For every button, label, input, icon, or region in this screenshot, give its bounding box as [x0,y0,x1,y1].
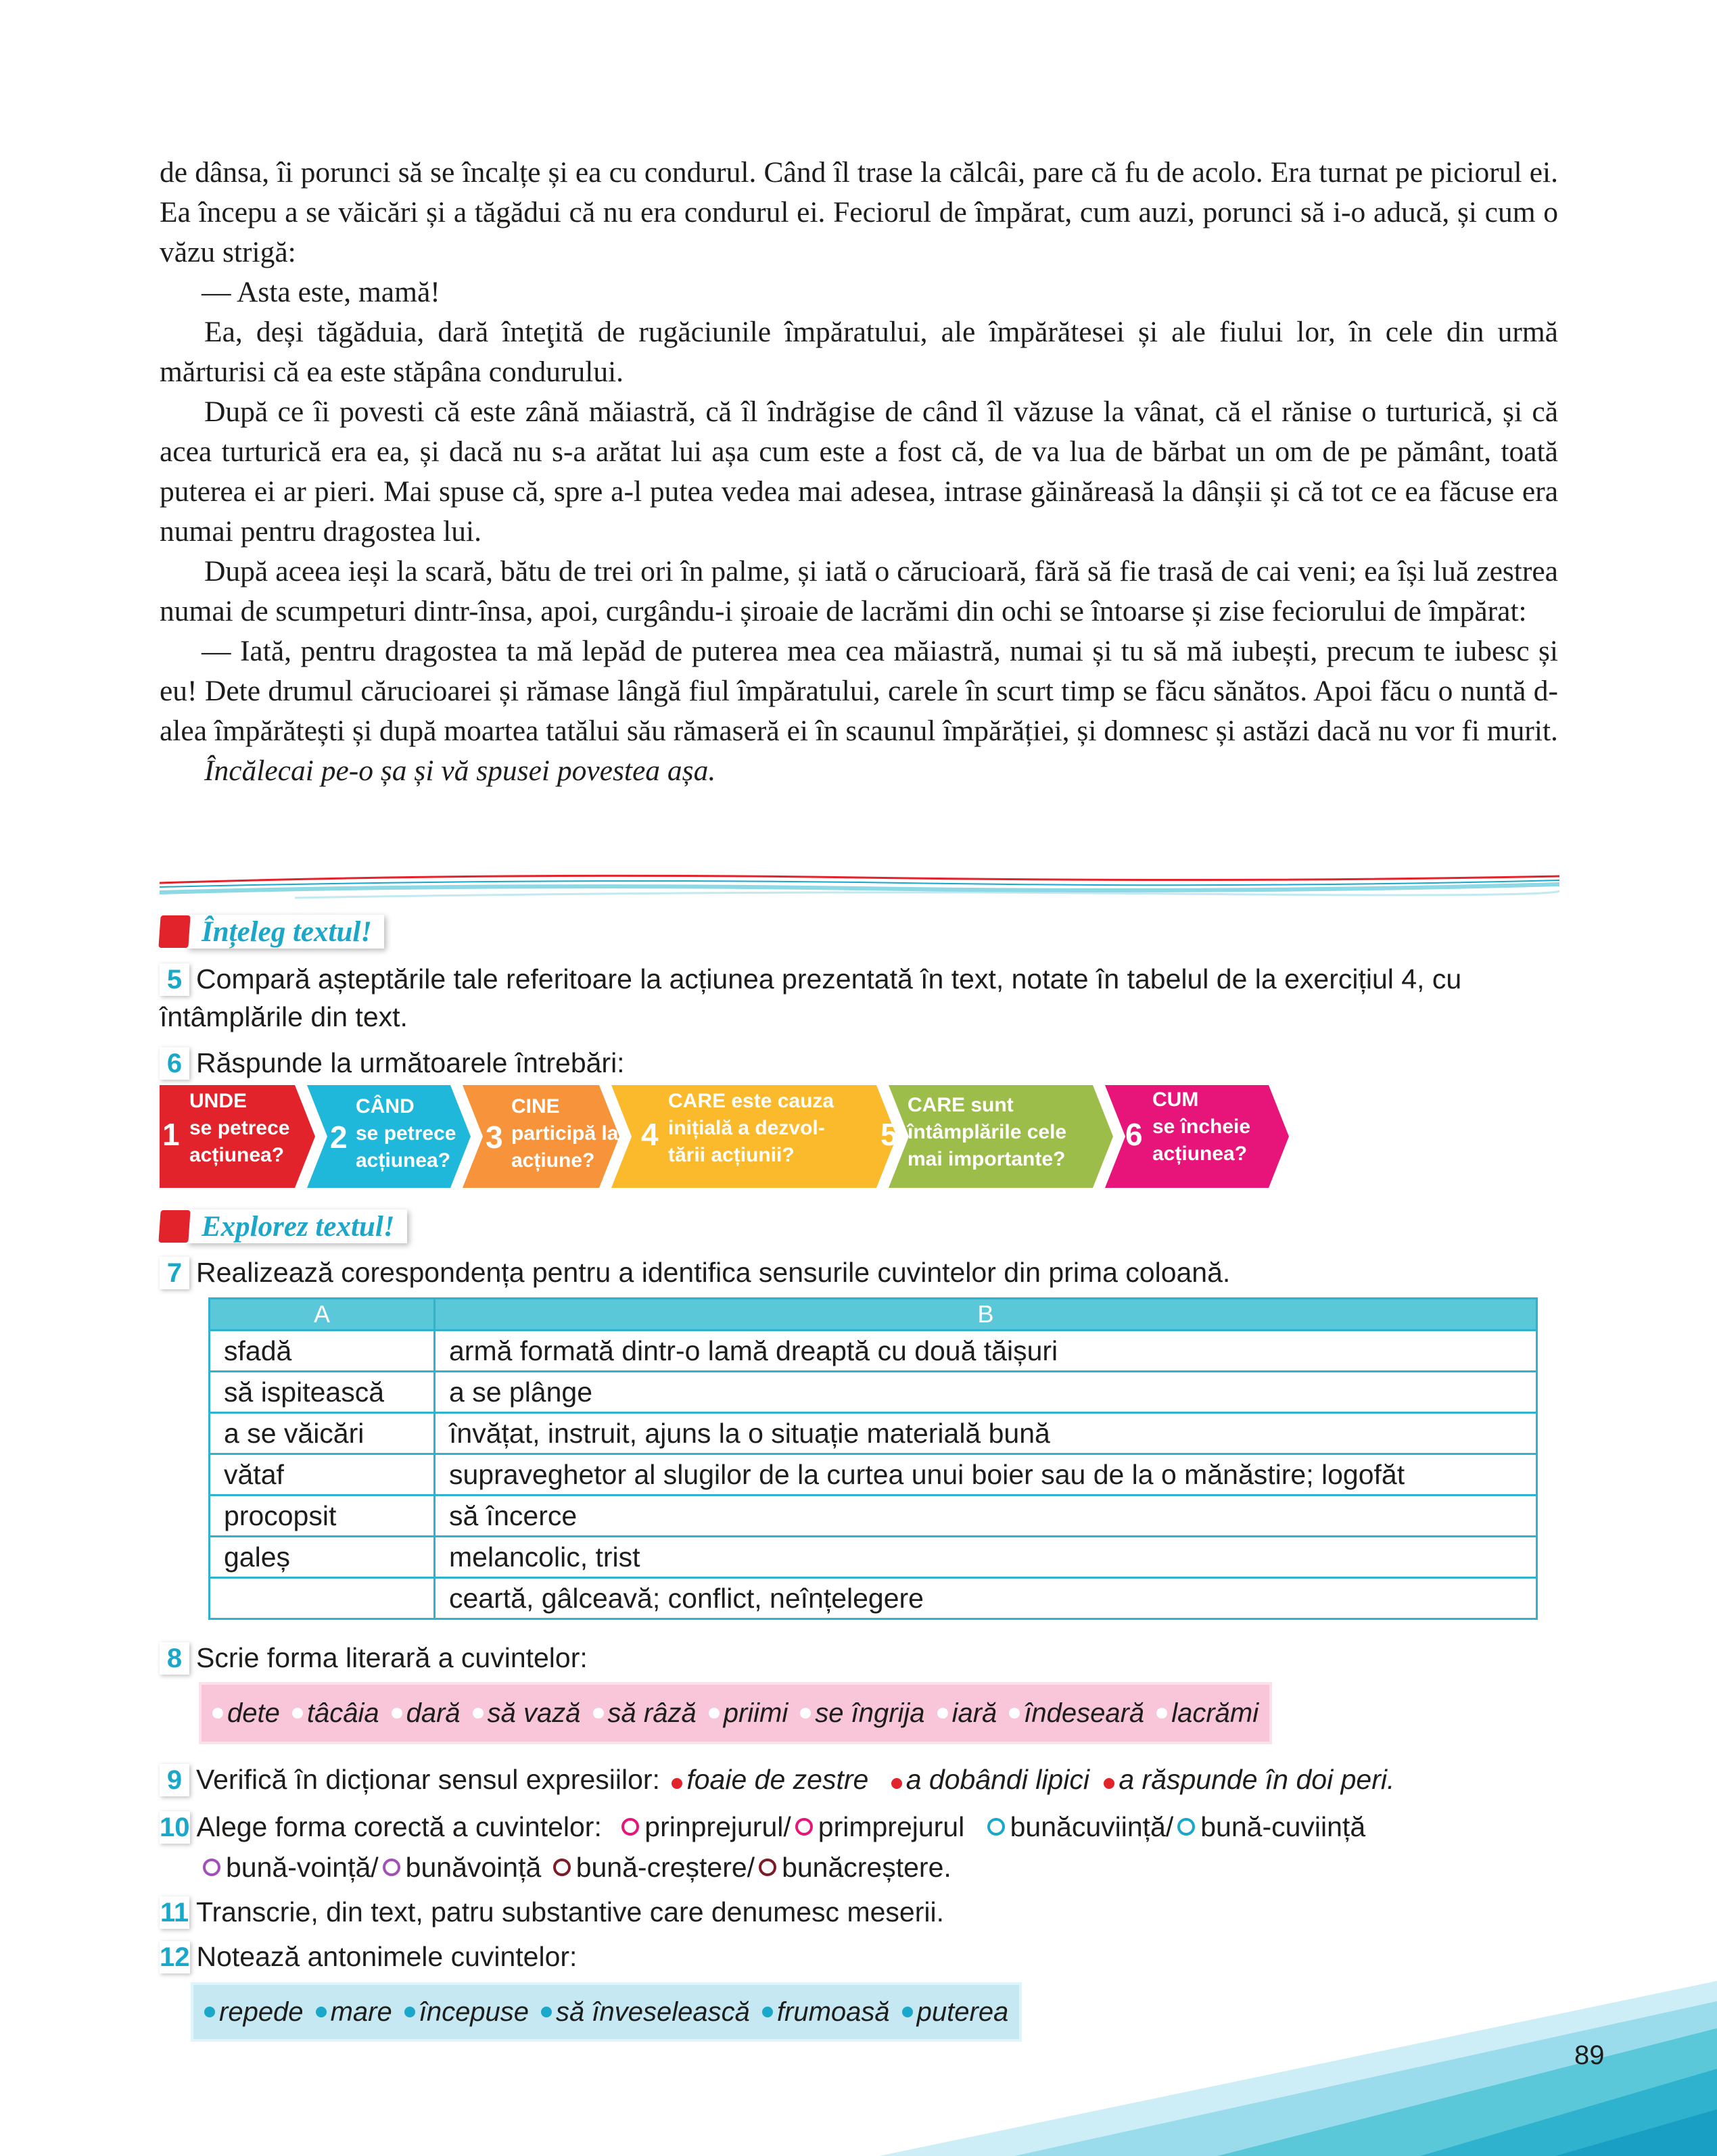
word-cell: procopsit [210,1495,435,1537]
arrow-line: UNDE [189,1090,248,1112]
arrow-line: inițială a dezvol- [668,1117,825,1139]
exercise-9 [160,1760,1394,1798]
arrow-line: tării acțiunii? [668,1144,795,1166]
word-item: mare [316,1997,392,2028]
story-paragraph: După ce îi povesti că este zână măiastră, că îl îndrăgise de când îl văzuse la vânat, că el rănise o turturică, și că acea turturică era ea, și dacă nu s-a arătat lui așa cum este a fost că, de va lua de bărbat un om de pe pământ, toată puterea ei ar pieri. Mai spuse că, spre a-l putea vedea mai adesea, intrase găinăreasă la dânșii și că tot ce ea făcuse era numai pentru dragostea lui. [160,396,1558,548]
story-dialogue: — Asta este, mamă! [202,276,440,308]
arrow-line: CINE [511,1095,560,1118]
meaning-cell: a se plânge [435,1372,1537,1413]
word-item: repede [204,1997,304,2028]
bullet-icon [709,1708,720,1719]
section-title: Explorez textul! [187,1209,407,1243]
meaning-cell: melancolic, trist [435,1537,1537,1578]
arrow-2-label [356,1093,456,1174]
meaning-cell: ceartă, gâlceavă; conflict, neînțelegere [435,1578,1537,1619]
bullet-icon [292,1708,303,1719]
bullet-icon [762,2007,773,2017]
bullet-icon [541,2007,552,2017]
word-item: puterea [902,1997,1009,2028]
exercise-text: Transcrie, din text, patru substantive care denumesc meserii. [196,1896,944,1927]
word-item: dară [392,1698,461,1729]
table-row [210,1495,1537,1537]
bullet-icon [891,1778,902,1789]
expression-item: a răspunde în doi peri. [1119,1764,1395,1795]
word-item: se îngrija [800,1698,924,1729]
table-row [210,1578,1537,1619]
arrow-line: acțiune? [511,1149,595,1172]
arrow-line: acțiunea? [1152,1143,1248,1165]
exercise-10: 10 Alege forma corectă a cuvintelor: prinprejurul/ primprejurul bunăcuviință/ bună-cuviință bună-voință/ bunăvoință bună-creștere/ bunăcreștere. [160,1811,1366,1883]
word-item: tâcâia [292,1698,379,1729]
bullet-icon [937,1708,948,1719]
story-paragraph: După aceea ieși la scară, bătu de trei ori în palme, și iată o cărucioară, fără să fie trasă de cai veni; ea își luă zestrea numai de scumpeturi dintr-însa, apoi, curgându-i șiroaie de lacrămi din ochi se întoarse și zise feciorului de împărat: [160,555,1558,627]
choice-circle-icon[interactable] [987,1818,1005,1836]
word-cell: a se văicări [210,1413,435,1454]
bullet-icon [392,1708,402,1719]
exercise-text: Alege forma corectă a cuvintelor: [196,1811,602,1842]
story-dialogue: — Iată, pentru dragostea ta mă lepăd de puterea mea cea măiastră, numai și tu să mă iubești, precum te iubesc și eu! Dete drumul cărucioarei și rămase lângă fiul împăratului, carele în scurt timp se făcu sănătos. Apoi făcu o nuntă d-alea împărătești și după moartea tatălui său rămaseră ei în scaunul împărăției, și domnesc și astăzi dacă nu vor fi murit. [160,635,1558,747]
arrow-line: CARE este cauza [668,1090,834,1112]
arrow-line: se petrece [189,1117,290,1139]
word-item: priimi [709,1698,789,1729]
bullet-icon [316,2007,327,2017]
exercise-text: Compară așteptările tale referitoare la acțiunea prezentată în text, notate în tabelul de la exercițiul 4, cu întâmplările din text. [160,963,1462,1032]
exercise-number: 5 [160,963,189,996]
word-item: lacrămi [1156,1698,1259,1729]
arrow-line: se petrece [356,1122,456,1145]
exercise-number: 9 [160,1764,189,1796]
story-text [160,153,1558,791]
bullet-icon [800,1708,811,1719]
arrow-line: se încheie [1152,1116,1251,1138]
table-row [210,1331,1537,1372]
arrow-2-number: 2 [330,1120,348,1155]
section-title: Înțeleg textul! [187,915,384,949]
question-arrows [160,1085,1296,1188]
choice-circle-icon[interactable] [795,1818,813,1836]
arrow-3-number: 3 [486,1120,503,1155]
choice-circle-icon[interactable] [621,1818,639,1836]
word-cell: sfadă [210,1331,435,1372]
bullet-icon [1104,1778,1114,1789]
bullet-icon [1156,1708,1167,1719]
page-number: 89 [1574,2040,1605,2070]
bullet-icon [204,2007,215,2017]
exercise-text: Scrie forma literară a cuvintelor: [196,1642,588,1673]
word-item: iară [937,1698,997,1729]
word-item: să vază [473,1698,581,1729]
arrow-line: acțiunea? [356,1149,451,1172]
story-ending: Încălecai pe-o șa și vă spusei povestea așa. [204,754,716,787]
exercise-number: 12 [160,1942,190,1972]
word-item: să râză [593,1698,697,1729]
table-row [210,1537,1537,1578]
choice-circle-icon[interactable] [383,1859,400,1876]
story-paragraph: de dânsa, îi porunci să se încalțe și ea cu condurul. Când îl trase la călcâi, pare că fu de acolo. Era turnat pe piciorul ei. Ea începu a se văicări și a tăgădui că nu era condurul ei. Feciorul de împărat, cum auzi, porunci să i-o aducă, și cum o văzu strigă: [160,156,1558,268]
word-cell: vătaf [210,1454,435,1495]
table-row [210,1413,1537,1454]
bullet-icon [672,1778,682,1789]
word-item: începuse [404,1997,529,2028]
word-item: să înveselească [541,1997,750,2028]
arrow-5-label [908,1092,1066,1173]
red-square-icon [158,915,190,948]
arrow-line: întâmplările cele [908,1121,1067,1143]
expression-item: foaie de zestre [686,1764,869,1795]
exercise-text: Verifică în dicționar sensul expresiilor: [196,1764,660,1795]
arrow-1-number: 1 [162,1117,180,1152]
exercise-number: 11 [160,1898,189,1927]
section-header-understand [160,914,384,949]
wave-divider [160,863,1559,903]
arrow-1-label [189,1088,289,1169]
arrow-4-number: 4 [641,1117,659,1152]
choice-circle-icon[interactable] [1177,1818,1195,1836]
matching-table [208,1297,1538,1620]
choice-circle-icon[interactable] [759,1859,776,1876]
arrow-line: CÂND [356,1095,415,1118]
exercise-11 [160,1893,944,1931]
meaning-cell: învățat, instruit, ajuns la o situație materială bună [435,1413,1537,1454]
exercise-number: 7 [160,1257,189,1289]
arrow-4-label [668,1088,834,1169]
word-item: frumoasă [762,1997,890,2028]
exercise-number: 8 [160,1642,189,1675]
exercise-6 [160,1044,625,1082]
arrow-6-number: 6 [1125,1117,1143,1152]
arrow-line: CARE sunt [908,1094,1014,1116]
bullet-icon [404,2007,415,2017]
exercise-12 [160,1938,577,1975]
exercise-text: Realizează corespondența pentru a identifica sensurile cuvintelor din prima coloană. [196,1257,1231,1288]
bullet-icon [212,1708,223,1719]
exercise-8 [160,1639,588,1677]
exercise-number: 6 [160,1047,189,1080]
section-header-explore [160,1209,407,1244]
table-row [210,1454,1537,1495]
word-cell [210,1578,435,1619]
exercise-number: 10 [160,1813,190,1842]
arrow-3-label [511,1093,618,1174]
choice-circle-icon[interactable] [553,1859,571,1876]
word-cell: galeș [210,1537,435,1578]
exercise-5 [160,960,1558,1036]
arrow-line: acțiunea? [189,1144,285,1166]
expression-item: a dobândi lipici [905,1764,1089,1795]
exercise-text: Răspunde la următoarele întrebări: [196,1047,625,1078]
word-item: îndeseară [1009,1698,1144,1729]
table-row [210,1372,1537,1413]
meaning-cell: să încerce [435,1495,1537,1537]
words-box-literary [199,1682,1272,1744]
red-square-icon [158,1210,190,1243]
arrow-line: CUM [1152,1088,1199,1111]
arrow-line: mai importante? [908,1148,1066,1170]
word-item: dete [212,1698,280,1729]
column-header-a: A [210,1299,435,1331]
meaning-cell: armă formată dintr-o lamă dreaptă cu două tăișuri [435,1331,1537,1372]
exercise-text: Notează antonimele cuvintelor: [196,1941,578,1972]
bullet-icon [593,1708,604,1719]
meaning-cell: supraveghetor al slugilor de la curtea unui boier sau de la o mănăstire; logofăt [435,1454,1537,1495]
story-paragraph: Ea, deși tăgăduia, dară înteţită de rugăciunile împăratului, ale împărătesei și ale fiului lor, în cele din urmă mărturisi că ea este stăpâna condurului. [160,316,1558,388]
choice-circle-icon[interactable] [203,1859,220,1876]
bullet-icon [473,1708,484,1719]
column-header-b: B [435,1299,1537,1331]
arrow-5-number: 5 [880,1117,898,1152]
exercise-7 [160,1253,1230,1291]
arrow-line: participă la [511,1122,619,1145]
arrow-6-label [1152,1086,1250,1168]
bullet-icon [1009,1708,1020,1719]
word-cell: să ispitească [210,1372,435,1413]
